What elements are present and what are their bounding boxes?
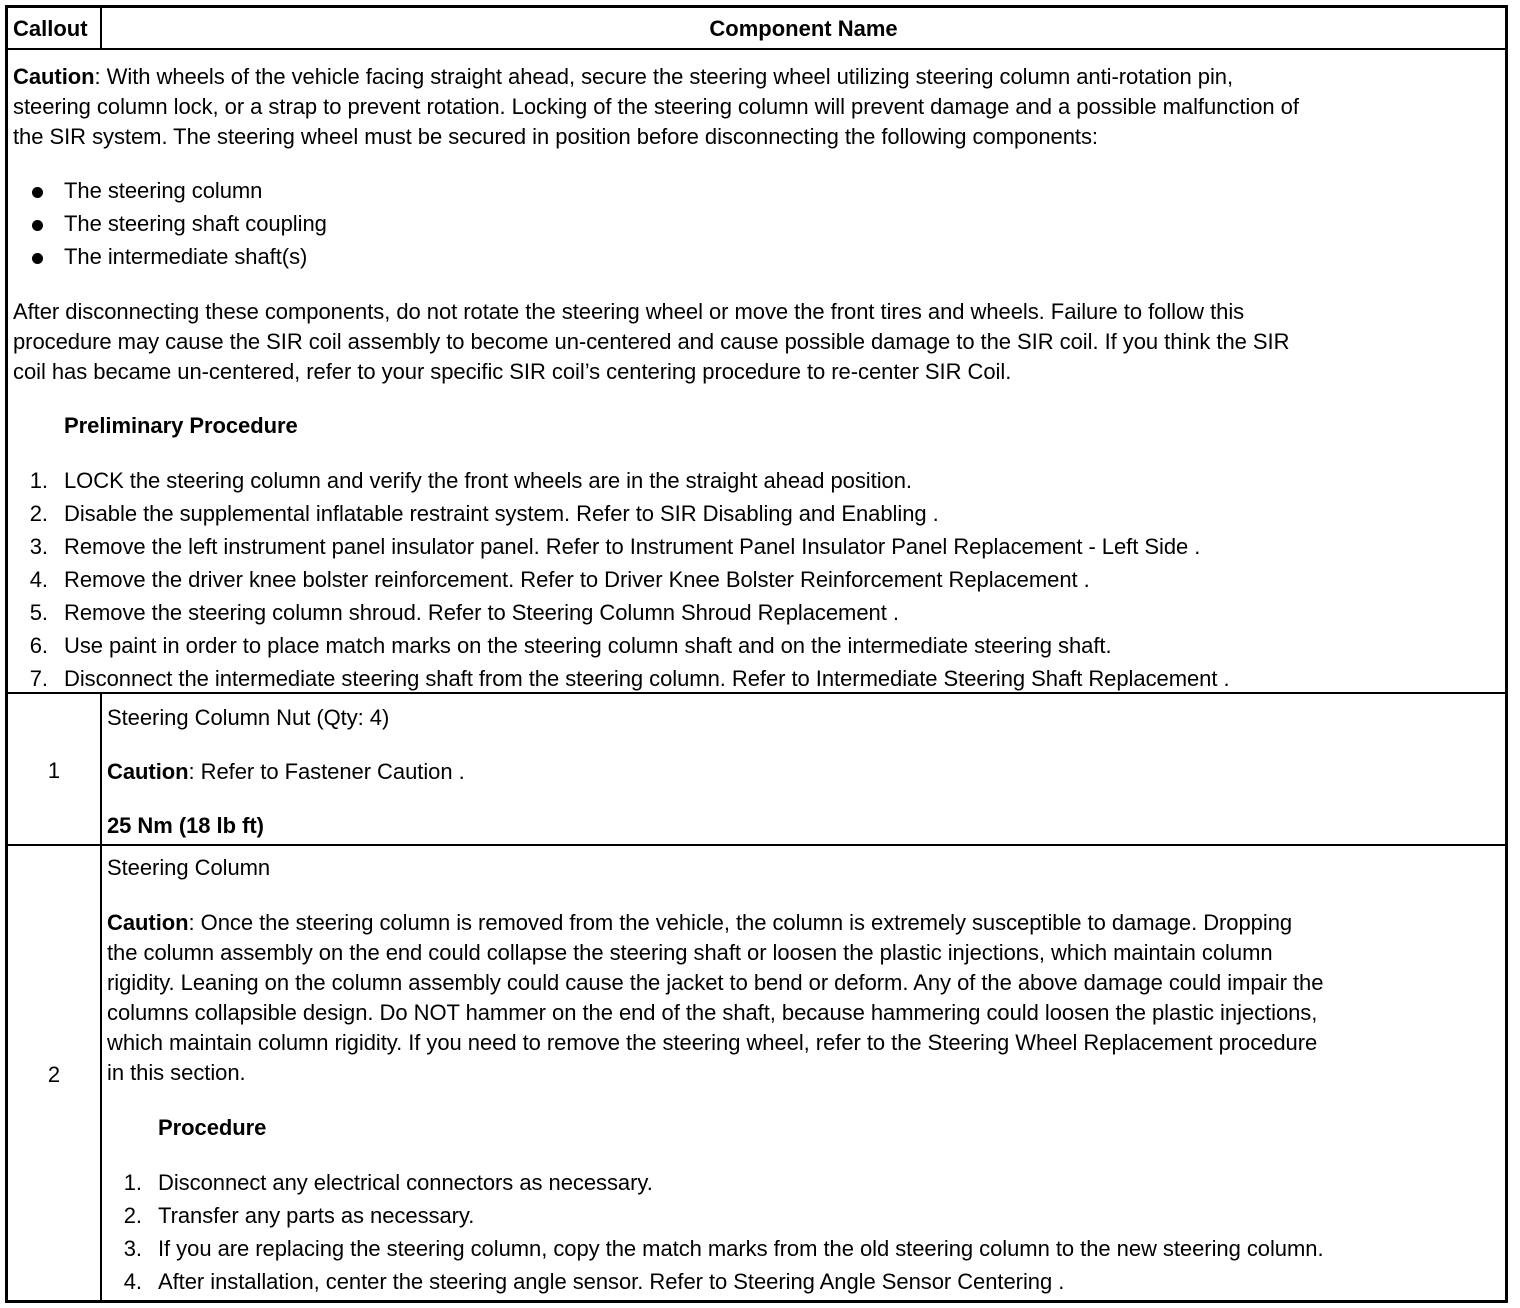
- caution-label: Caution: [107, 759, 189, 784]
- procedure-heading: Procedure: [158, 1115, 267, 1140]
- step-number: 7.: [29, 666, 48, 691]
- component-caution-line-3: rigidity. Leaning on the column assembly could cause the jacket to bend or deform. Any of the above damage could impair the: [107, 970, 1324, 995]
- bullet-dot: [32, 253, 43, 264]
- intro-after-line-3: coil has became un-centered, refer to your specific SIR coil’s centering procedure to re-center SIR Coil.: [13, 359, 1012, 384]
- header-component-name: Component Name: [709, 16, 898, 41]
- step-number: 4.: [123, 1269, 142, 1294]
- step-text: After installation, center the steering angle sensor. Refer to Steering Angle Sensor Centering .: [158, 1269, 1065, 1294]
- step-number: 3.: [29, 534, 48, 559]
- intro-after-line-1: After disconnecting these components, do not rotate the steering wheel or move the front tires and wheels. Failure to follow this: [13, 299, 1245, 324]
- step-text: Disable the supplemental inflatable restraint system. Refer to SIR Disabling and Enabling .: [64, 501, 939, 526]
- component-table: [5, 5, 1508, 1303]
- intro-section: [8, 50, 1505, 692]
- table-row: [8, 694, 1505, 844]
- component-caution-line-5: which maintain column rigidity. If you need to remove the steering wheel, refer to the Steering Wheel Replacement procedure: [107, 1030, 1318, 1055]
- component-caution-line-1: Caution: Once the steering column is removed from the vehicle, the column is extremely susceptible to damage. Dropping: [107, 910, 1293, 935]
- callout-number: 2: [47, 1062, 61, 1087]
- intro-after-line-2: procedure may cause the SIR coil assembly to become un-centered and cause possible damage to the SIR coil. If you think the SIR: [13, 329, 1290, 354]
- bullet-dot: [32, 187, 43, 198]
- intro-caution-line-2: steering column lock, or a strap to prevent rotation. Locking of the steering column will prevent damage and a possible malfunction of: [13, 94, 1299, 119]
- step-text: Remove the driver knee bolster reinforcement. Refer to Driver Knee Bolster Reinforcement Replacement .: [64, 567, 1090, 592]
- torque-spec: 25 Nm (18 lb ft): [107, 813, 264, 838]
- step-number: 2.: [29, 501, 48, 526]
- step-number: 5.: [29, 600, 48, 625]
- column-divider: [100, 846, 102, 1300]
- step-text: Transfer any parts as necessary.: [158, 1203, 475, 1228]
- component-caution-line-2: the column assembly on the end could collapse the steering shaft or loosen the plastic injections, which maintain column: [107, 940, 1273, 965]
- step-number: 1.: [29, 468, 48, 493]
- step-text: Remove the left instrument panel insulator panel. Refer to Instrument Panel Insulator Panel Replacement - Left Side .: [64, 534, 1201, 559]
- list-item: The steering column: [64, 178, 263, 203]
- bullet-dot: [32, 220, 43, 231]
- step-text: Disconnect any electrical connectors as necessary.: [158, 1170, 653, 1195]
- step-text: Disconnect the intermediate steering shaft from the steering column. Refer to Intermediate Steering Shaft Replacement .: [64, 666, 1230, 691]
- step-text: Remove the steering column shroud. Refer to Steering Column Shroud Replacement .: [64, 600, 899, 625]
- component-caution-line-6: in this section.: [107, 1060, 246, 1085]
- step-text: Use paint in order to place match marks on the steering column shaft and on the intermediate steering shaft.: [64, 633, 1112, 658]
- step-number: 2.: [123, 1203, 142, 1228]
- step-number: 4.: [29, 567, 48, 592]
- column-divider: [100, 694, 102, 844]
- step-number: 6.: [29, 633, 48, 658]
- callout-number: 1: [47, 758, 61, 783]
- step-text: LOCK the steering column and verify the front wheels are in the straight ahead position.: [64, 468, 912, 493]
- step-number: 1.: [123, 1170, 142, 1195]
- intro-caution-line-1: Caution: With wheels of the vehicle facing straight ahead, secure the steering wheel utilizing steering column anti-rotation pin,: [13, 64, 1234, 89]
- caution-label: Caution: [107, 910, 189, 935]
- step-number: 3.: [123, 1236, 142, 1261]
- intro-caution-line-3: the SIR system. The steering wheel must be secured in position before disconnecting the following components:: [13, 124, 1098, 149]
- component-caution: Caution: Refer to Fastener Caution .: [107, 759, 465, 784]
- component-name: Steering Column Nut (Qty: 4): [107, 705, 390, 730]
- preliminary-procedure-heading: Preliminary Procedure: [64, 413, 298, 438]
- intro-caution-label: Caution: [13, 64, 95, 89]
- list-item: The steering shaft coupling: [64, 211, 327, 236]
- header-callout: Callout: [13, 16, 88, 41]
- component-caution-line-4: columns collapsible design. Do NOT hammer on the end of the shaft, because hammering could loosen the plastic injections,: [107, 1000, 1318, 1025]
- list-item: The intermediate shaft(s): [64, 244, 308, 269]
- component-name: Steering Column: [107, 855, 271, 880]
- step-text: If you are replacing the steering column, copy the match marks from the old steering column to the new steering column.: [158, 1236, 1324, 1261]
- table-row: [8, 846, 1505, 1300]
